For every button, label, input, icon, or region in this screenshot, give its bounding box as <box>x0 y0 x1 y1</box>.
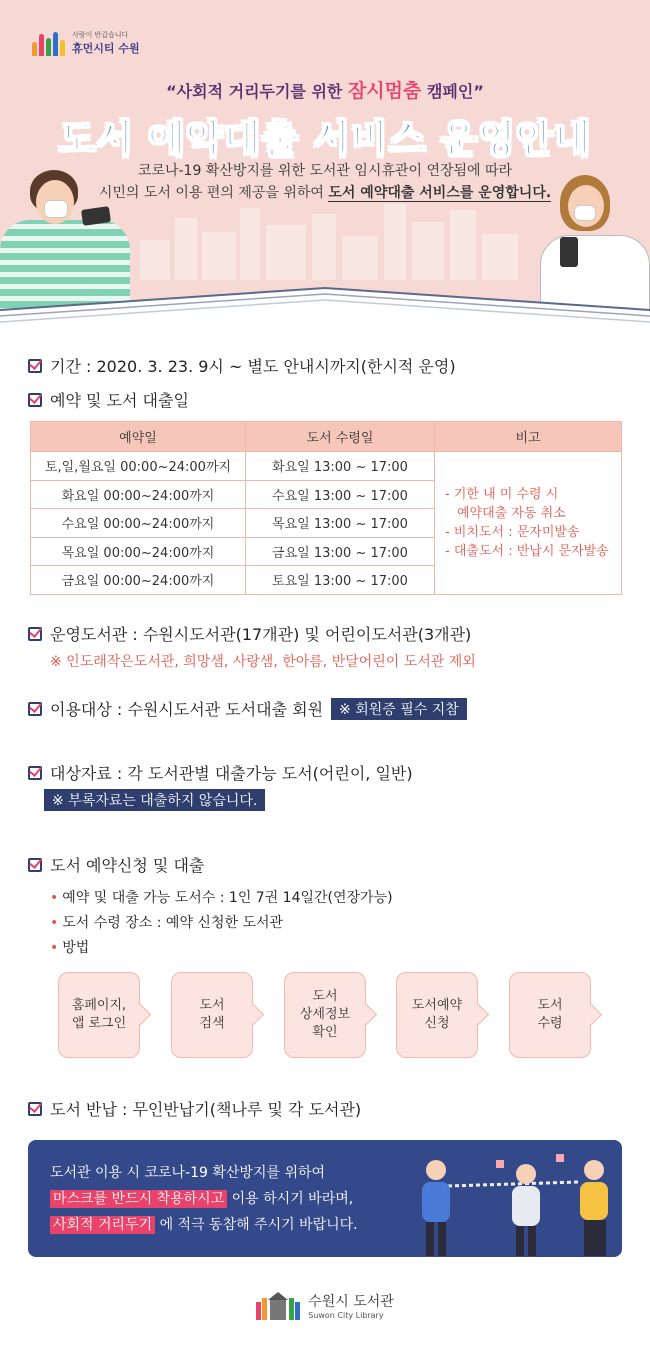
step-login: 홈페이지, 앱 로그인 <box>58 972 140 1058</box>
schedule-section: 예약 및 도서 대출일 <box>28 388 189 411</box>
checkbox-icon <box>28 766 42 780</box>
header-banner <box>0 0 650 330</box>
libraries-section: 운영도서관 : 수원시도서관(17개관) 및 어린이도서관(3개관) <box>28 622 471 645</box>
step-reserve: 도서예약 신청 <box>396 972 478 1058</box>
bullet-item: • 도서 수령 장소 : 예약 신청한 도서관 <box>50 912 283 932</box>
table-header: 예약일 <box>31 422 246 452</box>
footer-name: 수원시 도서관 <box>308 1293 394 1310</box>
apply-section: 도서 예약신청 및 대출 <box>28 853 204 876</box>
table-row: 금요일 00:00~24:00까지 토요일 13:00 ~ 17:00 <box>31 566 622 595</box>
remarks-cell: - 기한 내 미 수령 시 예약대출 자동 취소 - 비치도서 : 문자미발송 - 대출도서 : 반납시 문자발송 <box>435 452 622 595</box>
table-header: 비고 <box>435 422 622 452</box>
open-book-graphic <box>0 280 650 330</box>
human-city-logo-icon <box>32 30 68 56</box>
checkbox-icon <box>28 702 42 716</box>
target-section: 이용대상 : 수원시도서관 도서대출 회원 ※ 회원증 필수 지참 <box>28 697 467 720</box>
logo-slogan: 사람이 반갑습니다 <box>72 31 129 39</box>
campaign-slogan: “사회적 거리두기를 위한 잠시멈춤 캠페인” <box>166 80 484 102</box>
table-header: 도서 수령일 <box>246 422 435 452</box>
covid-notice-banner: 도서관 이용 시 코로나-19 확산방지를 위하여 마스크를 반드시 착용하시고 이용 하시기 바라며, 사회적 거리두기 에 적극 동참해 주시기 바랍니다. <box>28 1140 622 1257</box>
checkbox-icon <box>28 359 42 373</box>
checkbox-icon <box>28 393 42 407</box>
bullet-item: • 방법 <box>50 937 89 957</box>
city-skyline <box>140 200 520 280</box>
checkbox-icon <box>28 627 42 641</box>
city-logo <box>32 30 140 56</box>
suwon-library-logo-icon <box>256 1290 300 1320</box>
return-section: 도서 반납 : 무인반납기(책나루 및 각 도서관) <box>28 1097 361 1120</box>
table-row: 토,일,월요일 00:00~24:00까지 화요일 13:00 ~ 17:00 - 기한 내 미 수령 시 예약대출 자동 취소 - 비치도서 : 문자미발송 - 대출도서 : 반납시 문자발송 <box>31 452 622 481</box>
footer-eng-name: Suwon City Library <box>308 1310 384 1320</box>
intro-text: 코로나-19 확산방지를 위한 도서관 임시휴관이 연장됨에 따라 시민의 도서 이용 편의 제공을 위하여 도서 예약대출 서비스를 운영합니다. <box>98 163 552 201</box>
checkbox-icon <box>28 858 42 872</box>
logo-name: 휴먼시티 수원 <box>72 42 140 55</box>
bullet-item: • 예약 및 대출 가능 도서수 : 1인 7권 14일간(연장가능) <box>50 887 393 907</box>
table-row: 화요일 00:00~24:00까지 수요일 13:00 ~ 17:00 <box>31 480 622 509</box>
appendix-note: ※ 부록자료는 대출하지 않습니다. <box>44 789 265 811</box>
schedule-table <box>30 421 622 595</box>
checkbox-icon <box>28 1102 42 1116</box>
page-title: 도서 예약대출 서비스 운영안내 <box>58 117 592 161</box>
member-card-note: ※ 회원증 필수 지참 <box>331 698 467 720</box>
step-search: 도서 검색 <box>171 972 253 1058</box>
step-detail: 도서 상세정보 확인 <box>284 972 366 1058</box>
step-receive: 도서 수령 <box>509 972 591 1058</box>
materials-section: 대상자료 : 각 도서관별 대출가능 도서(어린이, 일반) <box>28 761 413 784</box>
footer <box>0 1290 650 1320</box>
table-row: 수요일 00:00~24:00까지 목요일 13:00 ~ 17:00 <box>31 509 622 538</box>
distancing-people-illustration <box>388 1140 622 1257</box>
period-section: 기간 : 2020. 3. 23. 9시 ~ 별도 안내시까지(한시적 운영) <box>28 354 456 377</box>
libraries-note: ※ 인도래작은도서관, 희망샘, 사랑샘, 한아름, 반달어린이 도서관 제외 <box>50 654 476 670</box>
table-row: 목요일 00:00~24:00까지 금요일 13:00 ~ 17:00 <box>31 537 622 566</box>
